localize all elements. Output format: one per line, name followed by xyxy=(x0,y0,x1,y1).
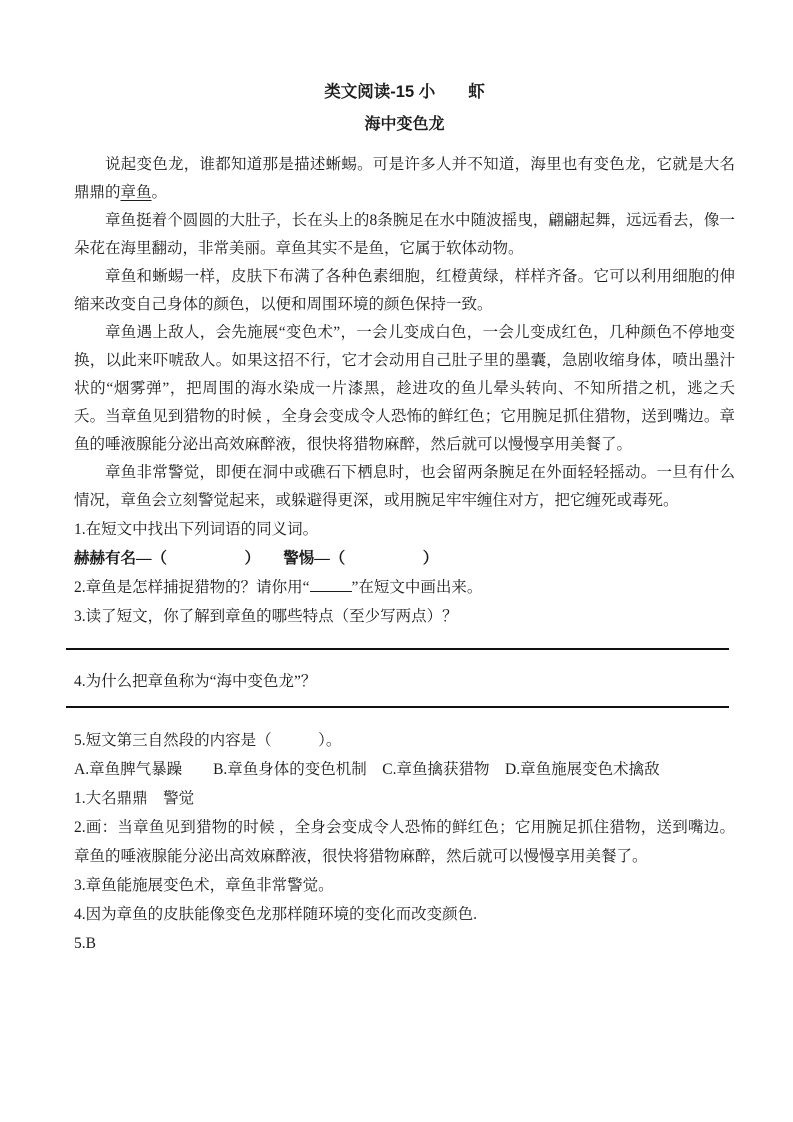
answer-1: 1.大名鼎鼎 警觉 xyxy=(74,790,195,807)
reading-passage xyxy=(74,151,735,515)
question-1-blanks: 赫赫有名—（ ） 警惕—（ ） xyxy=(74,550,439,567)
answers-section xyxy=(74,784,735,958)
question-text: 2.章鱼是怎样捕捉猎物的？请你用“ xyxy=(74,579,310,596)
question-3: 3.读了短文，你了解到章鱼的哪些特点（至少写两点）？ xyxy=(74,608,458,625)
passage-paragraph-5: 章鱼非常警觉，即便在洞中或礁石下栖息时，也会留两条腕足在外面轻轻摇动。一旦有什么情况，章鱼会立刻警觉起来，或躲避得更深，或用腕足牢牢缠住对方，把它缠死或毒死。 xyxy=(74,464,735,509)
passage-paragraph-3: 章鱼和蜥蜴一样，皮肤下布满了各种色素细胞，红橙黄绿，样样齐备。它可以利用细胞的伸缩来改变自己身体的颜色，以便和周围环境的颜色保持一致。 xyxy=(74,268,735,313)
passage-paragraph-2: 章鱼挺着个圆圆的大肚子，长在头上的8条腕足在水中随波摇曳，翩翩起舞，远远看去，像一朵花在海里翻动，非常美丽。章鱼其实不是鱼，它属于软体动物。 xyxy=(74,212,735,257)
answer-5: 5.B xyxy=(74,935,96,952)
questions-section xyxy=(74,515,735,784)
paragraph-text: 。 xyxy=(151,184,168,201)
passage-paragraph-4: 章鱼遇上敌人，会先施展“变色术”，一会儿变成白色，一会儿变成红色，几种颜色不停地变换，以此来吓唬敌人。如果这招不行，它才会动用自己肚子里的墨囊，急剧收缩身体，喷出墨汁状的“烟雾弹”，把周围的海水染成一片漆黑，趁进攻的鱼儿晕头转向、不知所措之机，逃之夭夭。当章鱼见到猎物的时候 ，全身会变成令人恐怖的鲜红色；它用腕足抓住猎物，送到嘴边。章鱼的唾液腺能分泌出高效麻醉液，很快将猎物麻醉，然后就可以慢慢享用美餐了。 xyxy=(74,324,735,453)
question-5-options: A.章鱼脾气暴躁 B.章鱼身体的变色机制 C.章鱼擒获猎物 D.章鱼施展变色术擒敌 xyxy=(74,761,660,778)
question-text: ”在短文中画出来。 xyxy=(351,579,483,596)
question-1: 1.在短文中找出下列词语的同义词。 xyxy=(74,521,319,538)
question-2 xyxy=(74,573,735,602)
answer-line xyxy=(66,706,729,708)
answer-3: 3.章鱼能施展变色术，章鱼非常警觉。 xyxy=(74,877,334,894)
question-4: 4.为什么把章鱼称为“海中变色龙”？ xyxy=(74,673,317,690)
passage-title: 海中变色龙 xyxy=(364,116,445,133)
inline-answer-blank xyxy=(310,576,352,593)
page-title: 类文阅读-15 小 虾 xyxy=(324,83,485,101)
passage-paragraph-1 xyxy=(74,151,735,207)
answer-4: 4.因为章鱼的皮肤能像变色龙那样随环境的变化而改变颜色. xyxy=(74,906,478,923)
answer-line xyxy=(66,648,729,650)
answer-2: 2.画：当章鱼见到猎物的时候 ，全身会变成令人恐怖的鲜红色；它用腕足抓住猎物，送到嘴边。章鱼的唾液腺能分泌出高效麻醉液，很快将猎物麻醉，然后就可以慢慢享用美餐了。 xyxy=(74,819,735,865)
question-5: 5.短文第三自然段的内容是（ ）。 xyxy=(74,732,342,749)
paragraph-text: 说起变色龙，谁都知道那是描述蜥蜴。可是许多人并不知道，海里也有变色龙，它就是大名鼎鼎的 xyxy=(74,156,735,201)
underlined-term: 章鱼 xyxy=(120,184,152,201)
